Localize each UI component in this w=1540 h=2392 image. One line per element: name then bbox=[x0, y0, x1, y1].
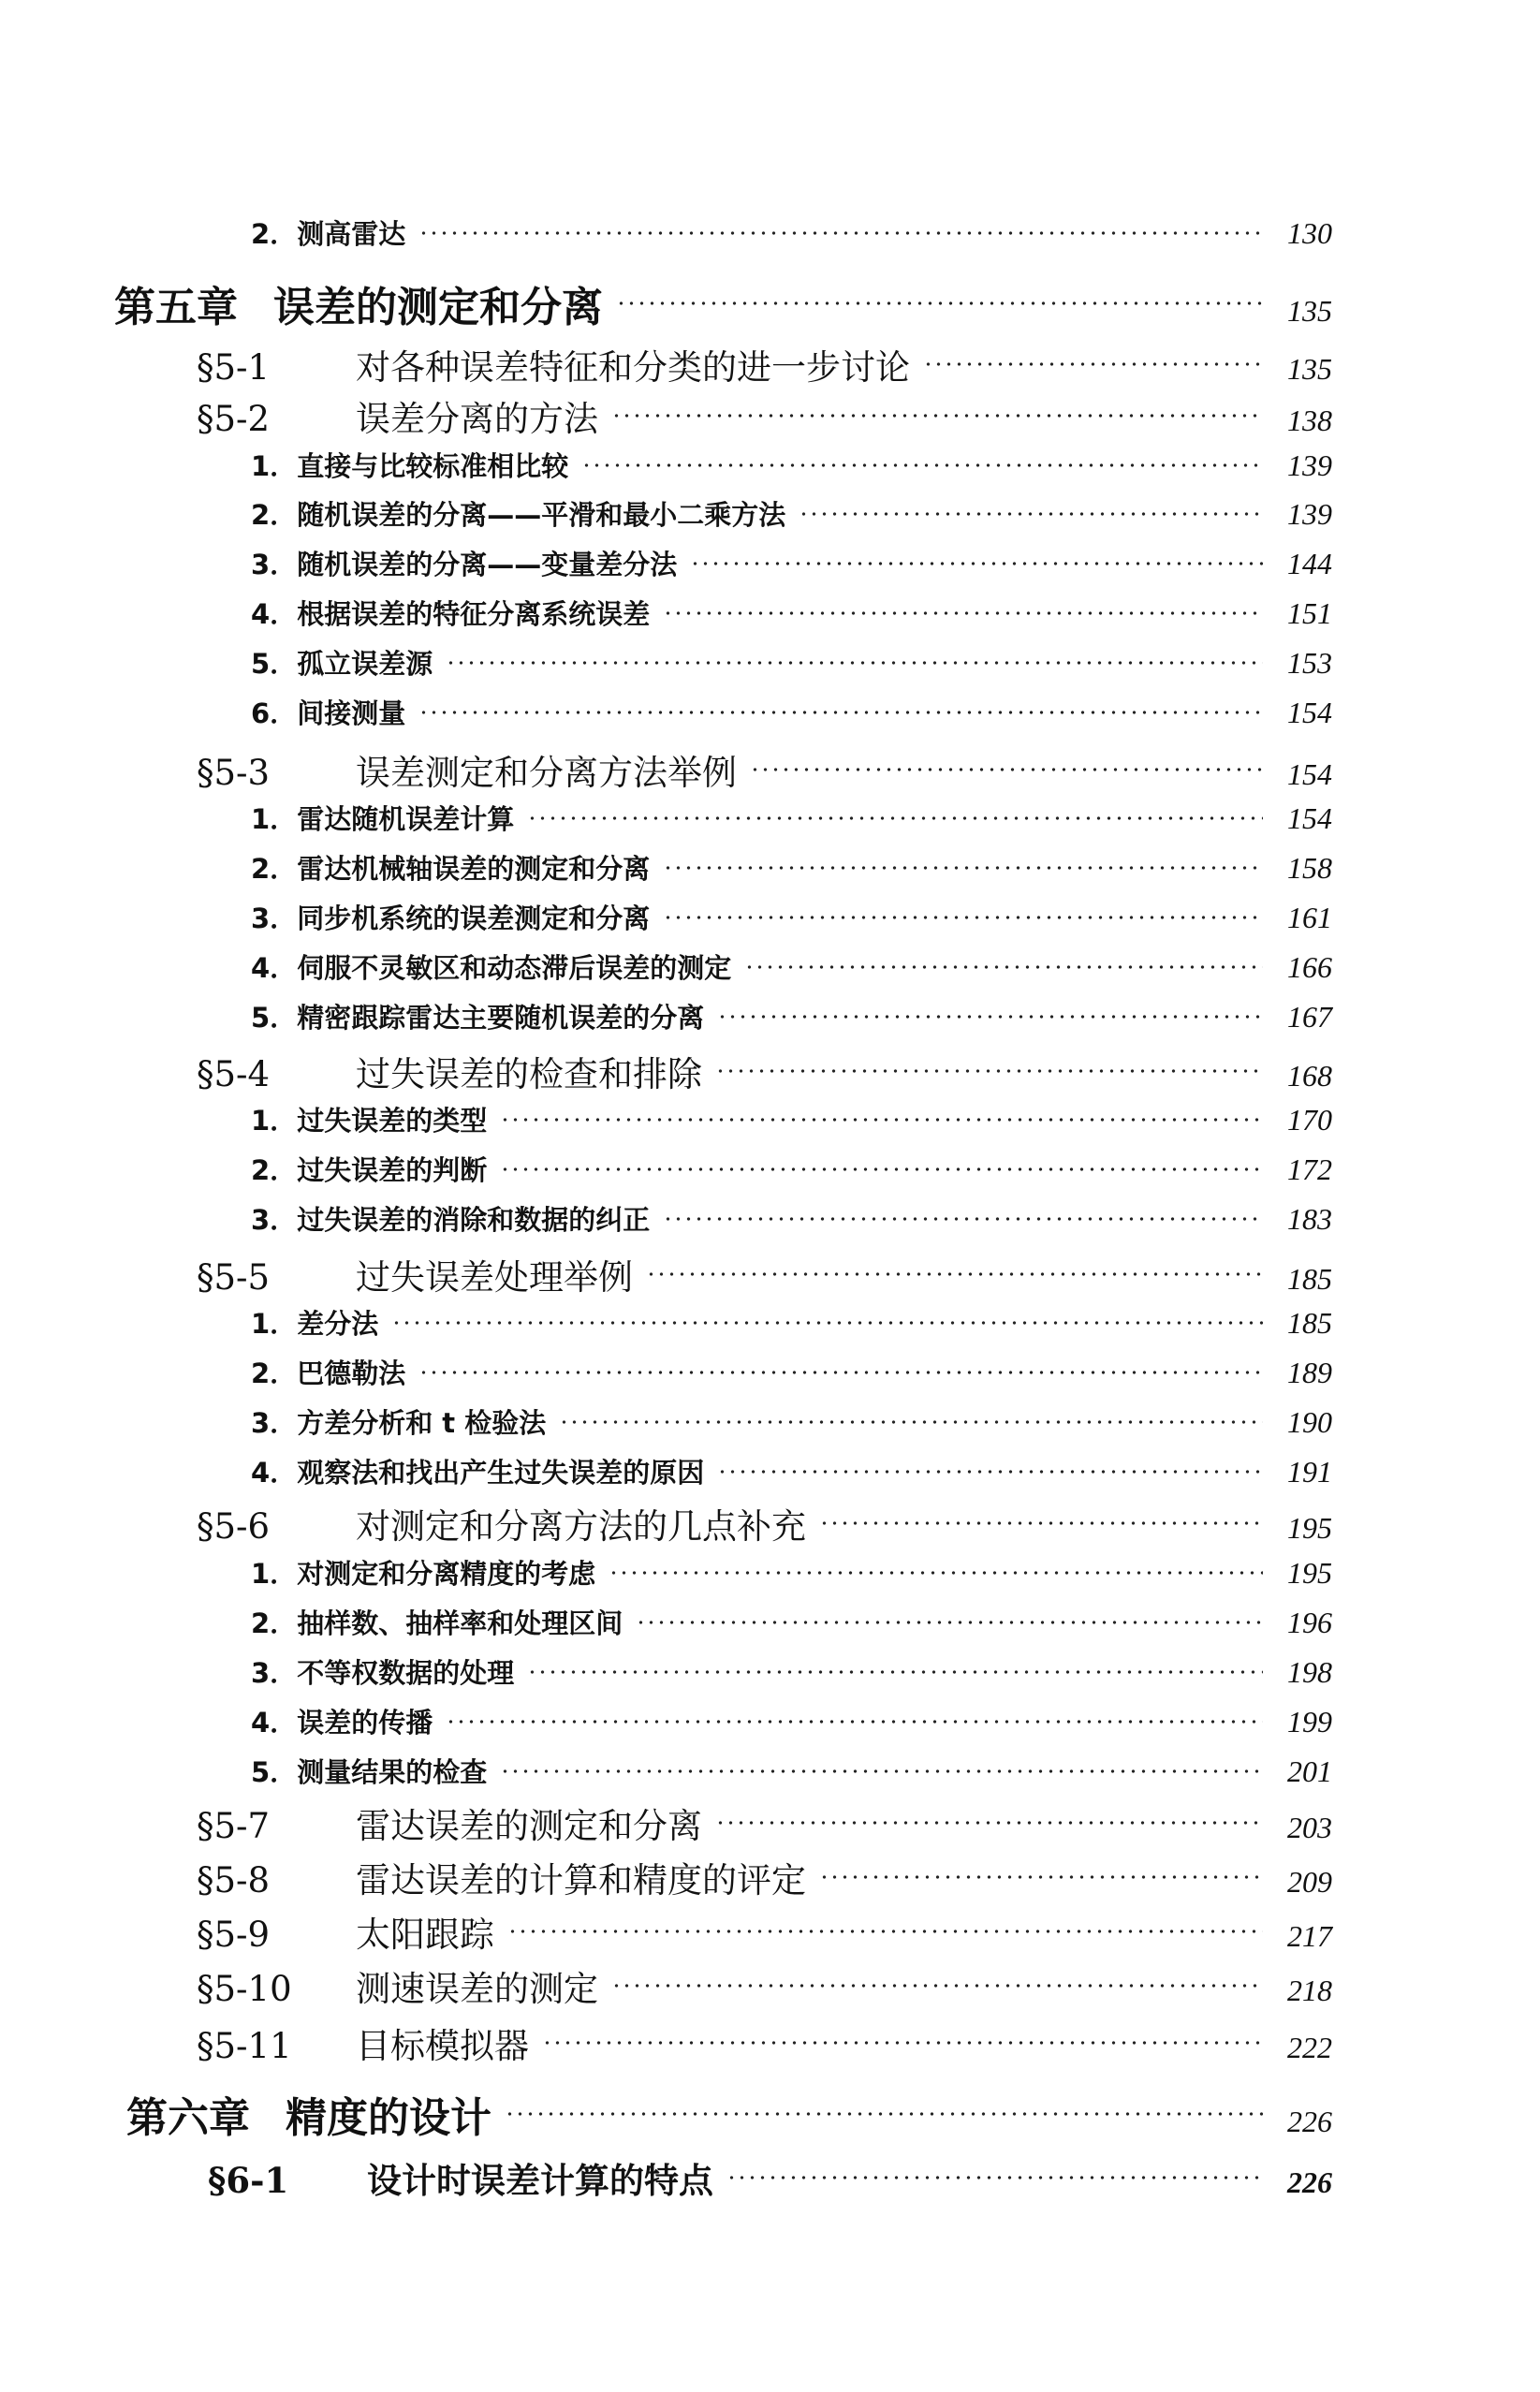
page-number: 185 bbox=[1287, 1306, 1332, 1340]
page-number: 135 bbox=[1287, 294, 1332, 328]
item-number: 3． bbox=[251, 1204, 298, 1236]
section-number: §5-6 bbox=[197, 1506, 271, 1547]
item-number: 6． bbox=[251, 697, 298, 729]
item-title: 孤立误差源 bbox=[297, 648, 433, 680]
dot-leader bbox=[611, 413, 1263, 418]
section-title: 对各种误差特征和分类的进一步讨论 bbox=[356, 347, 910, 388]
dot-leader bbox=[715, 1068, 1263, 1074]
toc-section bbox=[0, 1798, 1540, 1848]
item-title: 雷达机械轴误差的测定和分离 bbox=[297, 853, 651, 885]
dot-leader bbox=[542, 2040, 1263, 2046]
item-number: 3． bbox=[251, 1657, 298, 1689]
dot-leader bbox=[418, 1370, 1263, 1375]
toc-chapter bbox=[0, 273, 1540, 333]
section-title: 目标模拟器 bbox=[356, 2026, 529, 2066]
section-number: §5-2 bbox=[197, 399, 271, 439]
toc-section bbox=[0, 1046, 1540, 1096]
page-number: 189 bbox=[1287, 1356, 1332, 1389]
section-number: §5-7 bbox=[197, 1806, 271, 1846]
dot-leader bbox=[507, 1929, 1263, 1934]
page-number: 209 bbox=[1287, 1865, 1332, 1899]
page-number: 158 bbox=[1287, 851, 1332, 885]
section-number: §5-5 bbox=[197, 1257, 271, 1298]
item-title: 抽样数、抽样率和处理区间 bbox=[297, 1607, 623, 1639]
page-number: 161 bbox=[1287, 901, 1332, 934]
dot-leader bbox=[559, 1419, 1263, 1425]
page-number: 201 bbox=[1287, 1754, 1332, 1788]
toc-section bbox=[0, 1852, 1540, 1902]
dot-leader bbox=[717, 1469, 1263, 1475]
section-title: 设计时误差计算的特点 bbox=[367, 2160, 713, 2201]
dot-leader bbox=[690, 561, 1263, 566]
item-title: 过失误差的判断 bbox=[297, 1154, 488, 1186]
page-number: 195 bbox=[1287, 1511, 1332, 1545]
section-number: §5-9 bbox=[197, 1915, 271, 1955]
item-title: 过失误差的类型 bbox=[297, 1105, 488, 1137]
section-title: 误差测定和分离方法举例 bbox=[356, 753, 737, 793]
item-number: 2． bbox=[251, 1357, 298, 1389]
item-title: 直接与比较标准相比较 bbox=[297, 450, 569, 482]
dot-leader bbox=[715, 1820, 1263, 1826]
toc-item bbox=[0, 544, 1540, 582]
page-number: 226 bbox=[1287, 2165, 1332, 2199]
toc-item bbox=[0, 1452, 1540, 1490]
page-number: 217 bbox=[1287, 1919, 1332, 1953]
dot-leader bbox=[609, 1570, 1263, 1576]
page-number: 167 bbox=[1287, 1000, 1332, 1034]
toc-item bbox=[0, 1353, 1540, 1391]
dot-leader bbox=[527, 815, 1263, 821]
page-number: 168 bbox=[1287, 1059, 1332, 1093]
chapter-title: 误差的测定和分离 bbox=[273, 284, 603, 331]
chapter-number: 第六章 bbox=[126, 2094, 250, 2142]
item-title: 观察法和找出产生过失误差的原因 bbox=[297, 1457, 705, 1489]
item-number: 5． bbox=[251, 1756, 298, 1788]
toc-item bbox=[0, 494, 1540, 533]
toc-item bbox=[0, 1303, 1540, 1342]
toc-item bbox=[0, 1752, 1540, 1790]
item-number: 1． bbox=[251, 450, 298, 482]
section-title: 过失误差的检查和排除 bbox=[356, 1054, 702, 1094]
toc-item bbox=[0, 693, 1540, 731]
dot-leader bbox=[500, 1768, 1263, 1774]
chapter-number: 第五章 bbox=[114, 284, 238, 331]
toc-section bbox=[0, 390, 1540, 441]
item-title: 测高雷达 bbox=[297, 218, 406, 250]
dot-leader bbox=[923, 361, 1263, 367]
dot-leader bbox=[418, 230, 1263, 236]
toc-item bbox=[0, 898, 1540, 936]
item-title: 对测定和分离精度的考虑 bbox=[297, 1558, 596, 1590]
toc-item bbox=[0, 1603, 1540, 1641]
dot-leader bbox=[500, 1167, 1263, 1172]
dot-leader bbox=[446, 660, 1263, 666]
page-number: 183 bbox=[1287, 1202, 1332, 1236]
section-number: §6-1 bbox=[208, 2160, 289, 2201]
item-title: 间接测量 bbox=[297, 697, 406, 729]
page-number: 191 bbox=[1287, 1455, 1332, 1489]
page-number: 144 bbox=[1287, 547, 1332, 580]
page-number: 166 bbox=[1287, 950, 1332, 984]
item-number: 2． bbox=[251, 218, 298, 250]
item-title: 雷达随机误差计算 bbox=[297, 803, 515, 835]
section-title: 雷达误差的测定和分离 bbox=[356, 1806, 702, 1846]
toc-section bbox=[0, 1249, 1540, 1299]
section-title: 对测定和分离方法的几点补充 bbox=[356, 1506, 806, 1547]
item-number: 4． bbox=[251, 1457, 298, 1489]
section-title: 测速误差的测定 bbox=[356, 1969, 598, 2009]
toc-item bbox=[0, 1553, 1540, 1592]
page-number: 195 bbox=[1287, 1556, 1332, 1590]
dot-leader bbox=[663, 915, 1263, 920]
dot-leader bbox=[663, 1216, 1263, 1222]
item-title: 巴德勒法 bbox=[297, 1357, 406, 1389]
toc-chapter bbox=[0, 2084, 1540, 2144]
section-title: 过失误差处理举例 bbox=[356, 1257, 633, 1298]
section-number: §5-10 bbox=[197, 1969, 292, 2009]
page-number: 154 bbox=[1287, 801, 1332, 835]
dot-leader bbox=[636, 1620, 1263, 1625]
dot-leader bbox=[616, 301, 1263, 306]
page-number: 139 bbox=[1287, 497, 1332, 531]
toc-item bbox=[0, 997, 1540, 1035]
toc-item bbox=[0, 1702, 1540, 1740]
toc-section bbox=[0, 1960, 1540, 2011]
page-number: 196 bbox=[1287, 1606, 1332, 1639]
dot-leader bbox=[446, 1719, 1263, 1724]
dot-leader bbox=[744, 964, 1263, 970]
page-number: 198 bbox=[1287, 1655, 1332, 1689]
section-title: 误差分离的方法 bbox=[356, 399, 598, 439]
item-number: 1． bbox=[251, 1308, 298, 1340]
item-number: 1． bbox=[251, 1105, 298, 1137]
item-title: 不等权数据的处理 bbox=[297, 1657, 515, 1689]
page-number: 218 bbox=[1287, 1974, 1332, 2007]
item-title: 伺服不灵敏区和动态滞后误差的测定 bbox=[297, 952, 732, 984]
toc-item bbox=[0, 1150, 1540, 1188]
section-number: §5-1 bbox=[197, 347, 271, 388]
page-number: 154 bbox=[1287, 696, 1332, 729]
page-number: 222 bbox=[1287, 2031, 1332, 2064]
item-number: 1． bbox=[251, 803, 298, 835]
dot-leader bbox=[819, 1520, 1263, 1526]
toc-section bbox=[0, 1906, 1540, 1957]
item-number: 4． bbox=[251, 598, 298, 630]
item-number: 4． bbox=[251, 952, 298, 984]
toc-item bbox=[0, 594, 1540, 632]
toc-item bbox=[0, 643, 1540, 682]
item-number: 1． bbox=[251, 1558, 298, 1590]
dot-leader bbox=[527, 1669, 1263, 1675]
toc-item bbox=[0, 1402, 1540, 1441]
item-number: 2． bbox=[251, 1607, 298, 1639]
dot-leader bbox=[663, 865, 1263, 871]
dot-leader bbox=[750, 767, 1263, 772]
item-number: 3． bbox=[251, 903, 298, 934]
dot-leader bbox=[726, 2175, 1263, 2180]
dot-leader bbox=[581, 462, 1263, 468]
section-number: §5-3 bbox=[197, 753, 271, 793]
item-title: 过失误差的消除和数据的纠正 bbox=[297, 1204, 651, 1236]
item-number: 4． bbox=[251, 1707, 298, 1739]
toc-section bbox=[0, 339, 1540, 389]
section-title: 雷达误差的计算和精度的评定 bbox=[356, 1860, 806, 1900]
page-number: 135 bbox=[1287, 352, 1332, 386]
item-number: 5． bbox=[251, 648, 298, 680]
item-title: 差分法 bbox=[297, 1308, 379, 1340]
toc-item bbox=[0, 947, 1540, 986]
section-number: §5-11 bbox=[197, 2026, 292, 2066]
dot-leader bbox=[646, 1271, 1263, 1277]
page-number: 139 bbox=[1287, 448, 1332, 482]
toc-item bbox=[0, 446, 1540, 484]
toc-item bbox=[0, 799, 1540, 837]
toc-item bbox=[0, 1100, 1540, 1138]
page-number: 203 bbox=[1287, 1811, 1332, 1844]
page-number: 199 bbox=[1287, 1705, 1332, 1739]
item-number: 2． bbox=[251, 1154, 298, 1186]
item-title: 随机误差的分离——平滑和最小二乘方法 bbox=[297, 499, 786, 531]
page-number: 151 bbox=[1287, 596, 1332, 630]
toc-item bbox=[0, 213, 1540, 252]
item-title: 根据误差的特征分离系统误差 bbox=[297, 598, 651, 630]
item-title: 同步机系统的误差测定和分离 bbox=[297, 903, 651, 934]
item-number: 3． bbox=[251, 1407, 298, 1439]
item-title: 随机误差的分离——变量差分法 bbox=[297, 549, 678, 580]
section-title: 太阳跟踪 bbox=[356, 1915, 494, 1955]
page-number: 190 bbox=[1287, 1405, 1332, 1439]
chapter-title: 精度的设计 bbox=[286, 2094, 491, 2142]
section-number: §5-8 bbox=[197, 1860, 271, 1900]
item-number: 3． bbox=[251, 549, 298, 580]
toc-item bbox=[0, 1199, 1540, 1238]
toc-section bbox=[0, 2018, 1540, 2068]
page-number: 130 bbox=[1287, 216, 1332, 250]
toc-section bbox=[0, 1498, 1540, 1548]
toc-section bbox=[0, 2152, 1540, 2203]
dot-leader bbox=[717, 1014, 1263, 1020]
page-number: 170 bbox=[1287, 1103, 1332, 1137]
section-number: §5-4 bbox=[197, 1054, 271, 1094]
item-title: 测量结果的检查 bbox=[297, 1756, 488, 1788]
page-number: 138 bbox=[1287, 404, 1332, 437]
dot-leader bbox=[500, 1117, 1263, 1123]
dot-leader bbox=[418, 710, 1263, 715]
item-number: 5． bbox=[251, 1002, 298, 1034]
toc-section bbox=[0, 744, 1540, 795]
toc-item bbox=[0, 1652, 1540, 1691]
dot-leader bbox=[505, 2111, 1263, 2117]
toc-item bbox=[0, 848, 1540, 887]
item-number: 2． bbox=[251, 853, 298, 885]
page-number: 154 bbox=[1287, 757, 1332, 791]
item-number: 2． bbox=[251, 499, 298, 531]
dot-leader bbox=[799, 511, 1263, 517]
dot-leader bbox=[663, 610, 1263, 616]
item-title: 精密跟踪雷达主要随机误差的分离 bbox=[297, 1002, 705, 1034]
page-number: 226 bbox=[1287, 2105, 1332, 2138]
item-title: 方差分析和 t 检验法 bbox=[297, 1407, 547, 1439]
page-number: 172 bbox=[1287, 1152, 1332, 1186]
dot-leader bbox=[611, 1983, 1263, 1988]
item-title: 误差的传播 bbox=[297, 1707, 433, 1739]
page-number: 153 bbox=[1287, 646, 1332, 680]
dot-leader bbox=[391, 1320, 1263, 1326]
page-number: 185 bbox=[1287, 1262, 1332, 1296]
dot-leader bbox=[819, 1874, 1263, 1880]
